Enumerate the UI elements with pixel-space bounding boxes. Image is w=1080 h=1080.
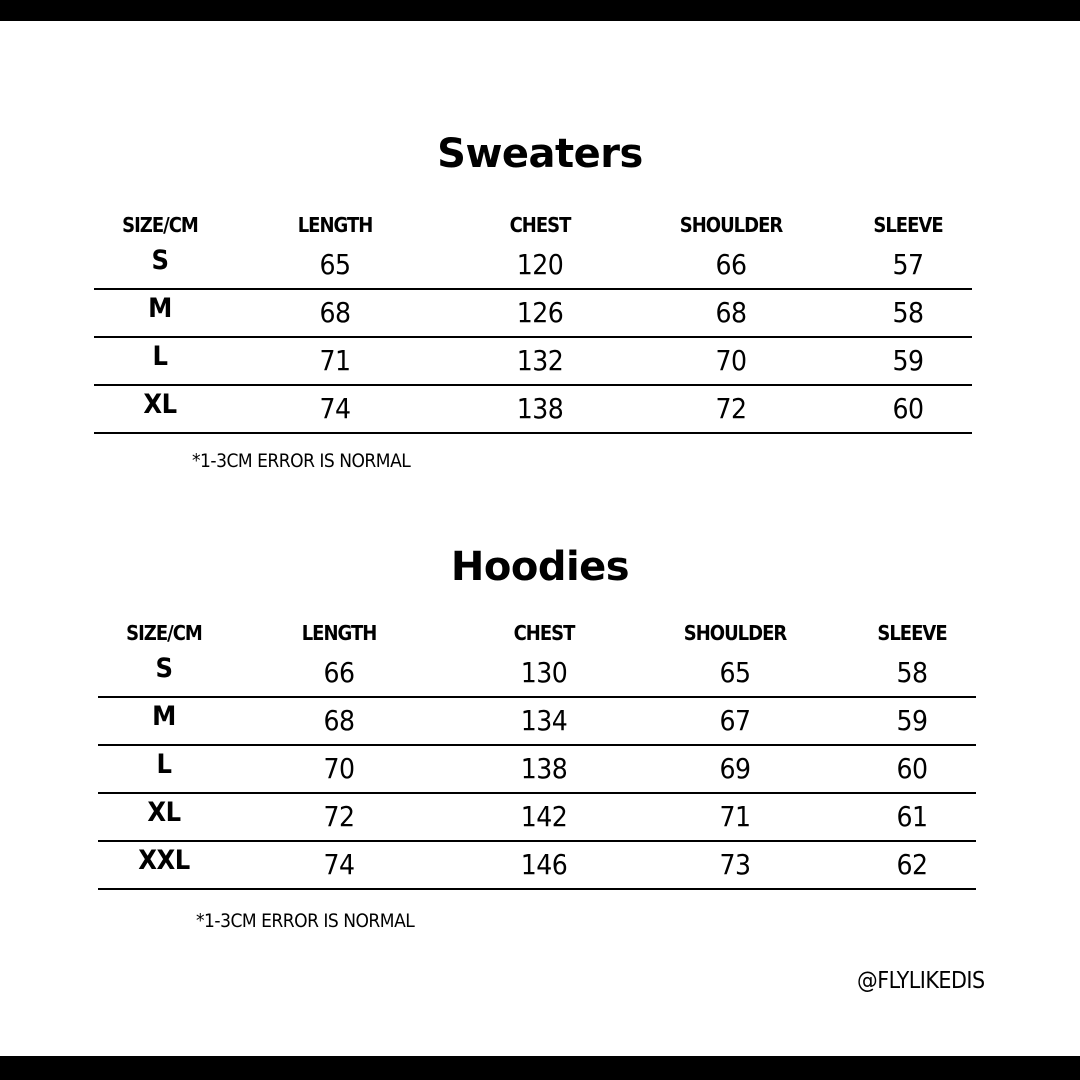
table-header-row (98, 620, 976, 650)
sleeve-cell: 59 (896, 704, 928, 737)
length-cell: 65 (319, 248, 351, 281)
shoulder-cell: 65 (719, 656, 751, 689)
sleeve-cell: 60 (892, 392, 924, 425)
header-shoulder: SHOULDER (683, 621, 787, 645)
header-size: SIZE/CM (122, 213, 198, 237)
table-row (94, 242, 972, 290)
sleeve-cell: 58 (896, 656, 928, 689)
header-length: LENGTH (297, 213, 373, 237)
table-row (98, 650, 976, 698)
sleeve-cell: 62 (896, 848, 928, 881)
table-row (98, 794, 976, 842)
sweaters-error-note: *1-3CM ERROR IS NORMAL (192, 450, 411, 472)
shoulder-cell: 68 (715, 296, 747, 329)
hoodies-error-note: *1-3CM ERROR IS NORMAL (196, 910, 415, 932)
chest-cell: 138 (520, 752, 568, 785)
shoulder-cell: 73 (719, 848, 751, 881)
length-cell: 74 (319, 392, 351, 425)
table-header-row (94, 212, 972, 242)
sleeve-cell: 61 (896, 800, 928, 833)
table-row (94, 290, 972, 338)
table-row (98, 842, 976, 890)
chest-cell: 126 (516, 296, 564, 329)
shoulder-cell: 66 (715, 248, 747, 281)
size-cell: M (152, 701, 176, 732)
table-row (98, 746, 976, 794)
sleeve-cell: 60 (896, 752, 928, 785)
sweaters-title: Sweaters (437, 131, 643, 177)
size-cell: L (156, 749, 172, 780)
table-row (98, 698, 976, 746)
length-cell: 70 (323, 752, 355, 785)
hoodies-size-table (98, 620, 976, 890)
chest-cell: 120 (516, 248, 564, 281)
length-cell: 68 (319, 296, 351, 329)
shoulder-cell: 69 (719, 752, 751, 785)
chest-cell: 132 (516, 344, 564, 377)
header-length: LENGTH (301, 621, 377, 645)
chest-cell: 130 (520, 656, 568, 689)
header-chest: CHEST (513, 621, 575, 645)
sweaters-size-table (94, 212, 972, 434)
header-sleeve: SLEEVE (873, 213, 943, 237)
size-cell: XXL (138, 845, 190, 876)
sleeve-cell: 59 (892, 344, 924, 377)
length-cell: 72 (323, 800, 355, 833)
length-cell: 74 (323, 848, 355, 881)
header-chest: CHEST (509, 213, 571, 237)
brand-handle: @FLYLIKEDIS (857, 968, 985, 994)
size-cell: XL (147, 797, 181, 828)
chest-cell: 146 (520, 848, 568, 881)
header-shoulder: SHOULDER (679, 213, 783, 237)
length-cell: 66 (323, 656, 355, 689)
chest-cell: 138 (516, 392, 564, 425)
header-size: SIZE/CM (126, 621, 202, 645)
size-cell: S (151, 245, 169, 276)
chest-cell: 134 (520, 704, 568, 737)
length-cell: 68 (323, 704, 355, 737)
hoodies-title: Hoodies (450, 544, 630, 590)
size-cell: XL (143, 389, 177, 420)
sleeve-cell: 58 (892, 296, 924, 329)
header-sleeve: SLEEVE (877, 621, 947, 645)
length-cell: 71 (319, 344, 351, 377)
shoulder-cell: 71 (719, 800, 751, 833)
chest-cell: 142 (520, 800, 568, 833)
top-border-bar (0, 0, 1080, 21)
sleeve-cell: 57 (892, 248, 924, 281)
shoulder-cell: 67 (719, 704, 751, 737)
table-row (94, 338, 972, 386)
size-cell: S (155, 653, 173, 684)
shoulder-cell: 72 (715, 392, 747, 425)
shoulder-cell: 70 (715, 344, 747, 377)
size-cell: M (148, 293, 172, 324)
bottom-border-bar (0, 1056, 1080, 1080)
size-cell: L (152, 341, 168, 372)
table-row (94, 386, 972, 434)
